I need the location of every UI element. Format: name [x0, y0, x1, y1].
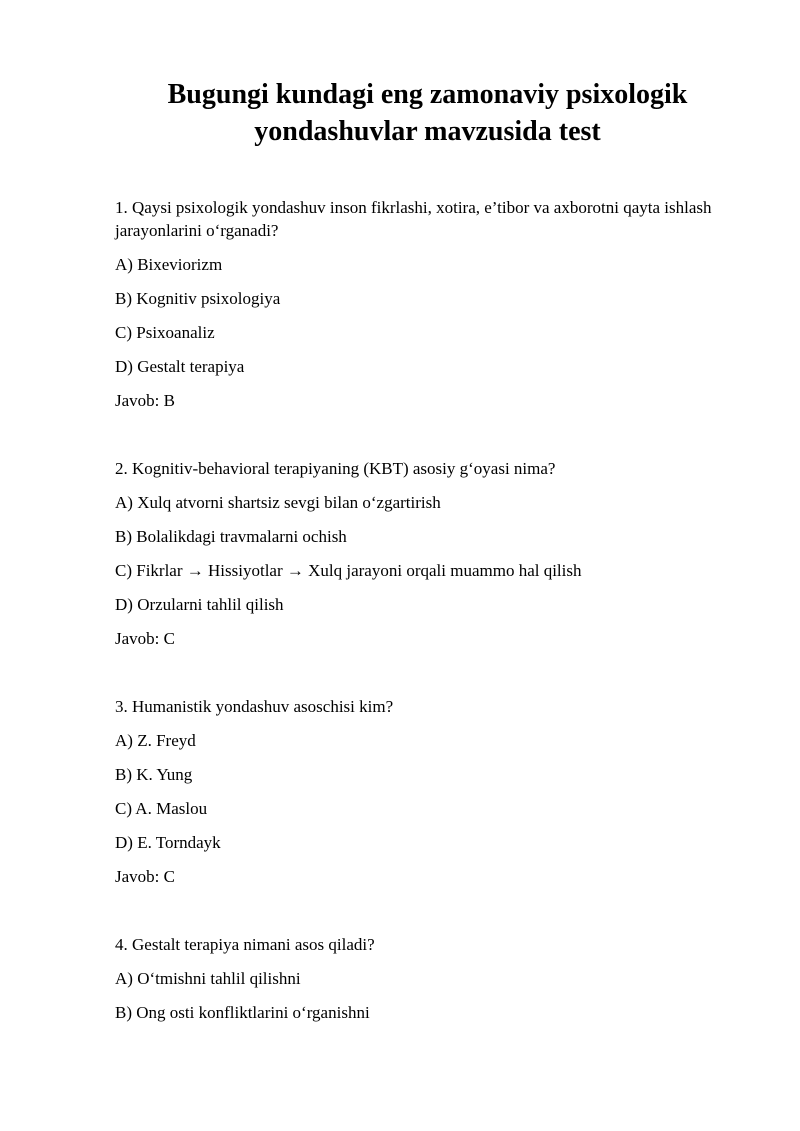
option-a: A) Z. Freyd [115, 731, 196, 750]
question-text: 3. Humanistik yondashuv asoschisi kim? [115, 697, 394, 716]
option-b: B) Kognitiv psixologiya [115, 289, 281, 308]
option-a: A) Bixeviorizm [115, 255, 223, 274]
title-line-2: yondashuvlar mavzusida test [254, 116, 601, 147]
question-2 [115, 457, 735, 650]
option-d: D) Orzularni tahlil qilish [115, 595, 284, 614]
option-d: D) Gestalt terapiya [115, 357, 245, 376]
answer-line: Javob: C [115, 867, 175, 886]
question-3 [115, 695, 735, 888]
option-b: B) Bolalikdagi travmalarni ochish [115, 527, 347, 546]
option-b: B) K. Yung [115, 765, 193, 784]
option-a: A) Xulq atvorni shartsiz sevgi bilan o‘zgartirish [115, 493, 441, 512]
option-c: C) A. Maslou [115, 799, 208, 818]
option-b: B) Ong osti konfliktlarini o‘rganishni [115, 1003, 370, 1022]
question-text: 1. Qaysi psixologik yondashuv inson fikrlashi, xotira, e’tibor va axborotni qayta ishlash jarayonlarini o‘rganadi? [115, 198, 712, 240]
question-4 [115, 933, 735, 1024]
question-text: 4. Gestalt terapiya nimani asos qiladi? [115, 935, 375, 954]
question-text: 2. Kognitiv-behavioral terapiyaning (KBT) asosiy g‘oyasi nima? [115, 459, 556, 478]
option-d: D) E. Torndayk [115, 833, 221, 852]
document-title [115, 76, 740, 150]
option-c: C) Fikrlar → Hissiyotlar → Xulq jarayoni orqali muammo hal qilish [115, 561, 582, 580]
title-line-1: Bugungi kundagi eng zamonaviy psixologik [167, 79, 688, 110]
question-1 [115, 196, 735, 412]
option-c: C) Psixoanaliz [115, 323, 215, 342]
option-a: A) O‘tmishni tahlil qilishni [115, 969, 301, 988]
answer-line: Javob: B [115, 391, 175, 410]
question-list [115, 196, 735, 1035]
answer-line: Javob: C [115, 629, 175, 648]
